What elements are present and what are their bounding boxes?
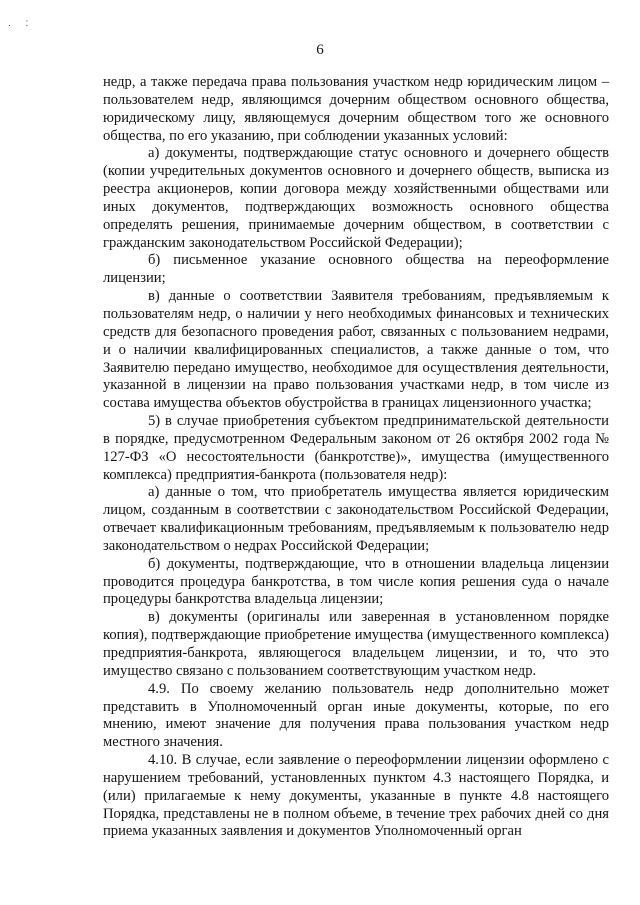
paragraph-continuation: недр, а также передача права пользования участком недр юридическим лицом – пользователем недр, являющимся дочерним обществом основного общества, юридическому лицу, являющемуся дочерним обществом того же основного общества, по его указанию, при соблюдении указанных условий: xyxy=(103,74,609,144)
document-body xyxy=(103,74,609,841)
paragraph-item-5a: а) данные о том, что приобретатель имущества является юридическим лицом, созданным в соответствии с законодательством Российской Федерации, отвечает квалификационным требованиям, предъявляемым к пользователю недр законодательством о недрах Российской Федерации; xyxy=(103,484,609,554)
scan-marks: . : xyxy=(8,18,35,29)
paragraph-item-5v: в) документы (оригиналы или заверенная в установленном порядке копия), подтверждающие приобретение имущества (имущественного комплекса) предприятия-банкрота, являющегося владельцем лицензии, и то, что это имущество связано с пользованием соответствующим участком недр. xyxy=(103,609,609,679)
paragraph-item-5b: б) документы, подтверждающие, что в отношении владельца лицензии проводится процедура банкротства, в том числе копия решения суда о начале процедуры банкротства владельца лицензии; xyxy=(103,555,609,608)
paragraph-4-10: 4.10. В случае, если заявление о переоформлении лицензии оформлено с нарушением требований, установленных пунктом 4.3 настоящего Порядка, и (или) прилагаемые к нему документы, указанные в пункте 4.8 настоящего Порядка, представлены не в полном объеме, в течение трех рабочих дней со дня приема указанных заявления и документов Уполномоченный орган xyxy=(103,752,609,840)
paragraph-4-9: 4.9. По своему желанию пользователь недр дополнительно может представить в Уполномоченный орган иные документы, которые, по его мнению, имеют значение для получения права пользования участком недр местного значения. xyxy=(103,680,609,751)
paragraph-item-a: а) документы, подтверждающие статус основного и дочернего обществ (копии учредительных документов основного и дочернего обществ, выписка из реестра акционеров, копии договора между хозяйственными обществами или иных документов, подтверждающих возможность основного общества определять решения, принимаемые дочерним обществом, в соответствии с гражданским законодательством Российской Федерации); xyxy=(103,145,609,251)
paragraph-item-b: б) письменное указание основного общества на переоформление лицензии; xyxy=(103,252,609,287)
paragraph-item-5: 5) в случае приобретения субъектом предпринимательской деятельности в порядке, предусмотренном Федеральным законом от 26 октября 2002 года № 127-ФЗ «О несостоятельности (банкротстве)», имущества (имущественного комплекса) предприятия-банкрота (пользователя недр): xyxy=(103,413,609,483)
page-number: 6 xyxy=(316,42,324,58)
paragraph-item-v: в) данные о соответствии Заявителя требованиям, предъявляемым к пользователям недр, о наличии у него необходимых финансовых и технических средств для безопасного проведения работ, связанных с пользованием недрами, и о наличии квалифицированных специалистов, а также данные о том, что Заявителю передано имущество, необходимое для осуществления деятельности, указанной в лицензии на право пользования участками недр, в том числе из состава имущества объектов обустройства в границах лицензионного участка; xyxy=(103,288,609,412)
